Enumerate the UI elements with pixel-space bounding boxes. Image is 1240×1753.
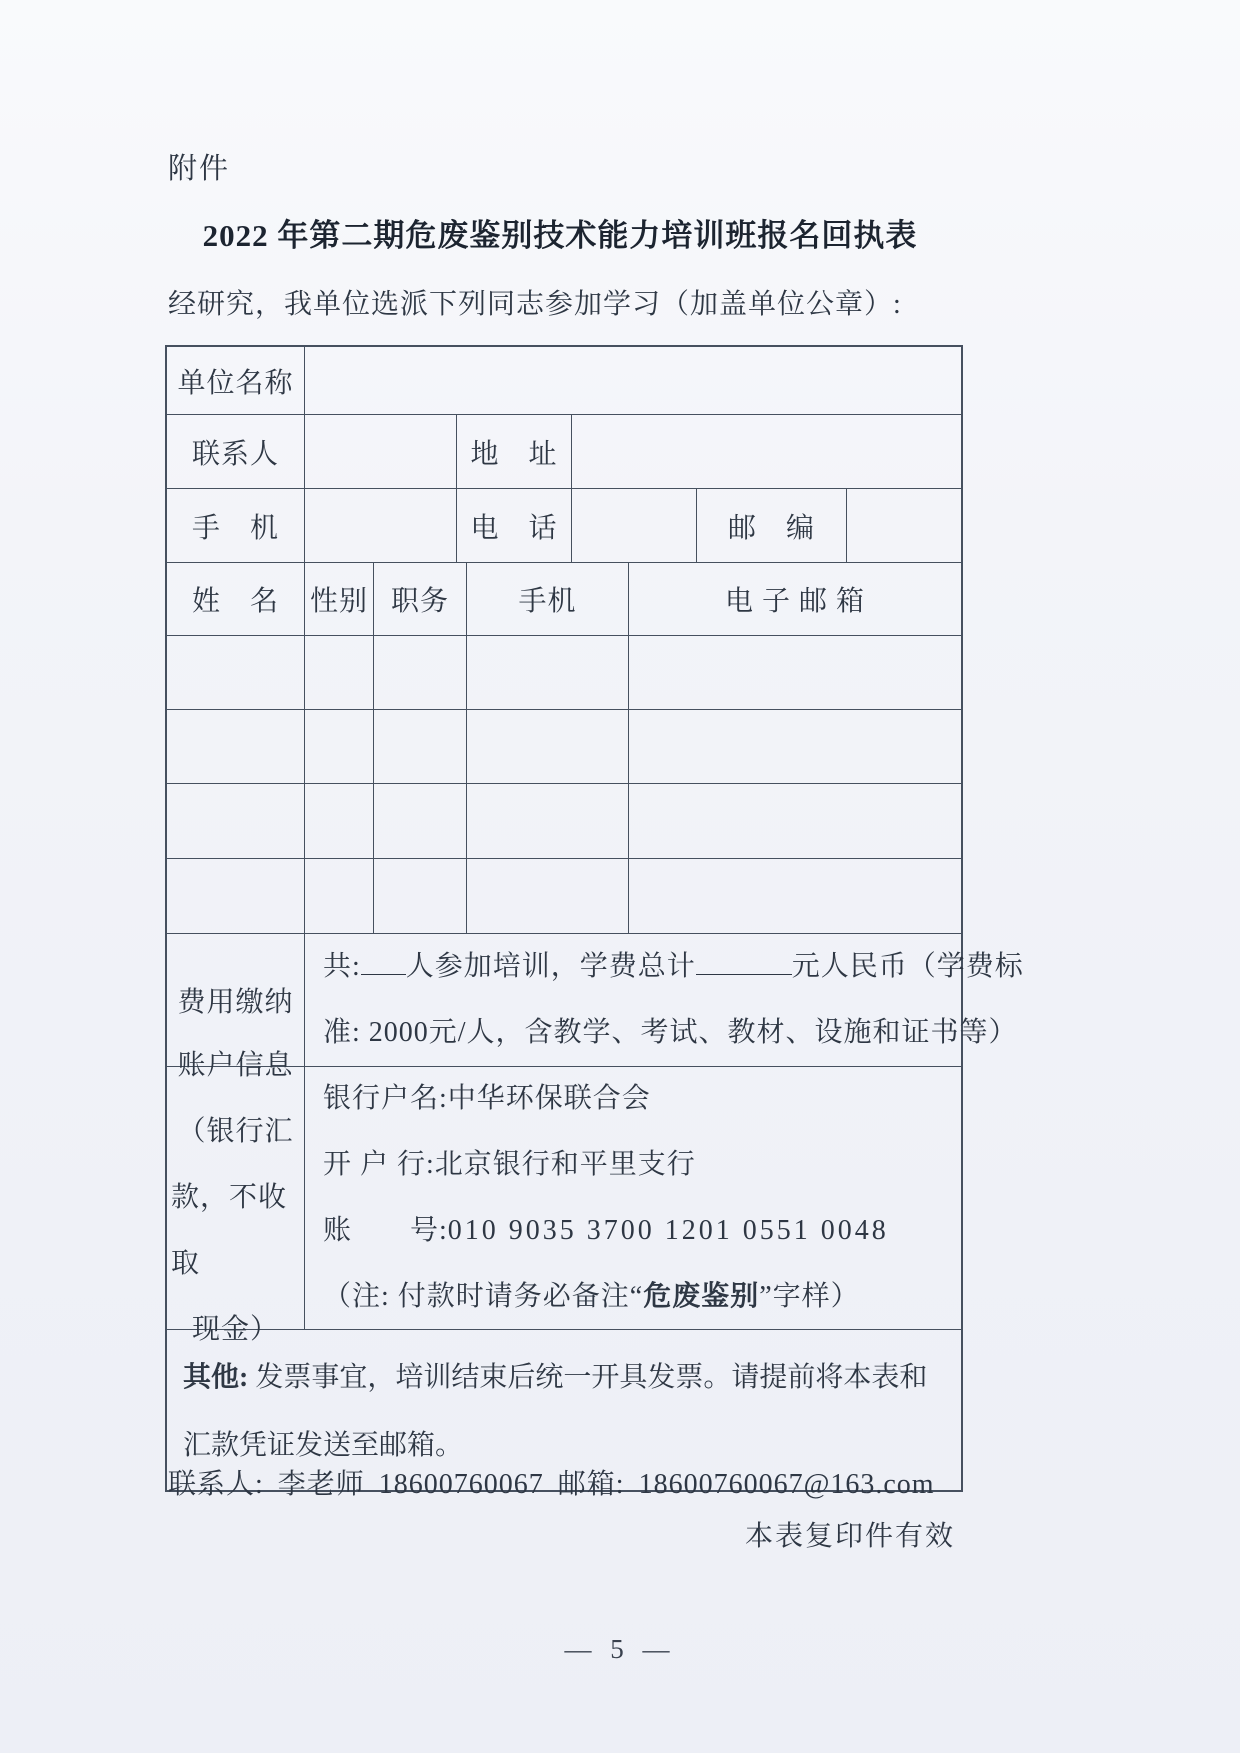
phone-input[interactable] [572, 489, 697, 562]
registration-form-table [165, 345, 1024, 1492]
attendee-position-input[interactable] [374, 784, 467, 858]
contact-address-row [167, 415, 961, 489]
attendee-row [167, 710, 961, 784]
attendee-gender-input[interactable] [305, 859, 374, 933]
attendee-position-input[interactable] [374, 859, 467, 933]
bank-branch-label: 开 户 行: [323, 1149, 435, 1180]
mobile-phone-zip-row [167, 489, 961, 563]
mobile-input[interactable] [305, 489, 457, 562]
fee-content [305, 934, 1024, 1066]
other-label: 其他: [183, 1362, 249, 1393]
unit-name-label: 单位名称 [167, 347, 305, 414]
bank-user-value: 中华环保联合会 [447, 1083, 651, 1114]
footer-contact-phone: 18600760067 [378, 1469, 544, 1500]
page-number: — 5 — [564, 1634, 676, 1664]
attendee-email-input[interactable] [629, 710, 961, 783]
attendee-email-input[interactable] [629, 784, 961, 858]
payment-note-keyword: 危废鉴别 [643, 1281, 760, 1312]
account-number-line [323, 1198, 889, 1264]
attendee-name-header: 姓 名 [167, 563, 305, 635]
account-number-label: 账 号: [323, 1215, 448, 1246]
attendee-email-input[interactable] [629, 859, 961, 933]
payment-note-line: （注: 付款时请务必备注“危废鉴别”字样） [323, 1281, 860, 1312]
attendee-name-input[interactable] [167, 710, 305, 783]
attendee-position-input[interactable] [374, 636, 467, 709]
attendee-name-input[interactable] [167, 784, 305, 858]
attendee-mobile-input[interactable] [467, 636, 629, 709]
account-number-value: 010 9035 3700 1201 0551 0048 [447, 1215, 889, 1246]
footer-email-label: 邮箱: [557, 1469, 625, 1500]
phone-label: 电 话 [457, 489, 572, 562]
footer-contact-label: 联系人: [168, 1469, 264, 1500]
attendee-row [167, 784, 961, 859]
unit-name-input[interactable] [305, 347, 961, 414]
attendee-gender-input[interactable] [305, 636, 374, 709]
validity-note: 本表复印件有效 [744, 1521, 955, 1552]
contact-input[interactable] [305, 415, 457, 488]
attendee-mobile-input[interactable] [467, 710, 629, 783]
attendee-gender-input[interactable] [305, 784, 374, 858]
address-label: 地 址 [457, 415, 572, 488]
attendee-header-row [167, 563, 961, 636]
fee-total-blank[interactable] [696, 945, 792, 975]
attendee-email-header: 电 子 邮 箱 [724, 586, 865, 617]
attendee-gender-header: 性别 [305, 563, 374, 635]
account-label: 账户信息 （银行汇 款，不收取 现金） [167, 1067, 305, 1329]
footer-contact-name: 李老师 [277, 1469, 365, 1500]
attendee-row [167, 859, 961, 934]
contact-label: 联系人 [167, 415, 305, 488]
attendee-mobile-input[interactable] [467, 859, 629, 933]
fee-line-1: 共: 人参加培训，学费总计 元人民币（学费标 [323, 934, 1024, 1000]
attendee-position-header: 职务 [374, 563, 467, 635]
intro-text: 经研究，我单位选派下列同志参加学习（加盖单位公章）: [168, 289, 902, 320]
unit-name-row [167, 347, 961, 415]
attendee-name-input[interactable] [167, 636, 305, 709]
attendee-email-input[interactable] [629, 636, 961, 709]
account-row [167, 1050, 961, 1345]
zip-label: 邮 编 [697, 489, 847, 562]
footer-contact-line [168, 1462, 949, 1502]
bank-branch-line [323, 1132, 696, 1198]
other-text: 发票事宜，培训结束后统一开具发票。请提前将本表和汇款凭证发送至邮箱。 [183, 1362, 928, 1461]
page-title: 2022 年第二期危废鉴别技术能力培训班报名回执表 [202, 218, 918, 253]
mobile-label: 手 机 [167, 489, 305, 562]
fee-label: 费用缴纳 [167, 934, 305, 1066]
attendee-name-input[interactable] [167, 859, 305, 933]
bank-user-label: 银行户名: [323, 1083, 448, 1114]
attachment-label: 附件 [168, 153, 231, 185]
bank-user-line [323, 1066, 651, 1132]
account-content [305, 1067, 961, 1329]
fee-count-blank[interactable] [361, 945, 406, 975]
footer-email: 18600760067@163.com [638, 1469, 935, 1500]
attendee-mobile-input[interactable] [467, 784, 629, 858]
attendee-row [167, 636, 961, 710]
attendee-mobile-header: 手机 [467, 563, 629, 635]
address-input[interactable] [572, 415, 961, 488]
fee-line-2: 准: 2000元/人，含教学、考试、教材、设施和证书等） [323, 1017, 1018, 1048]
bank-branch-value: 北京银行和平里支行 [434, 1149, 696, 1180]
attendee-gender-input[interactable] [305, 710, 374, 783]
zip-input[interactable] [847, 489, 961, 562]
attendee-position-input[interactable] [374, 710, 467, 783]
